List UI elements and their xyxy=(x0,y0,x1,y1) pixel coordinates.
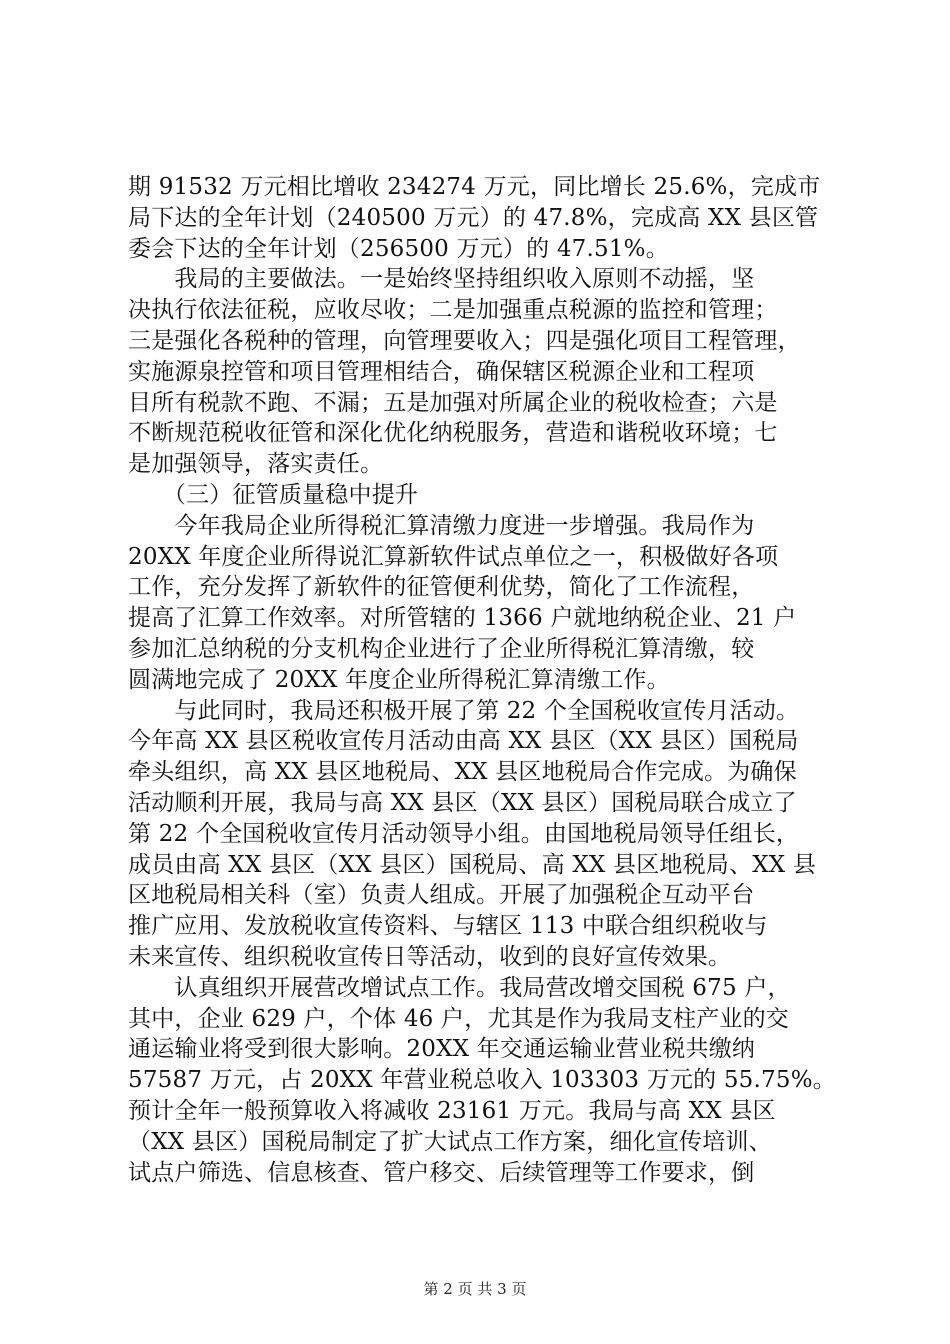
text-line: 提高了汇算工作效率。对所管辖的 1366 户就地纳税企业、21 户 xyxy=(128,605,797,632)
section-heading: （三）征管质量稳中提升 xyxy=(128,481,419,508)
text-line: 三是强化各税种的管理，向管理要收入；四是强化项目工程管理， xyxy=(128,327,801,354)
text-line: 认真组织开展营改增试点工作。我局营改增交国税 675 户， xyxy=(128,974,791,1001)
text-line: （XX 县区）国税局制定了扩大试点工作方案，细化宣传培训、 xyxy=(128,1128,772,1155)
page-number-footer: 第 2 页 共 3 页 xyxy=(423,1280,527,1298)
text-line: 实施源泉控管和项目管理相结合，确保辖区税源企业和工程项 xyxy=(128,358,755,385)
text-line: 第 22 个全国税收宣传月活动领导小组。由国地税局领导任组长， xyxy=(128,820,800,847)
text-line: 其中，企业 629 户，个体 46 户，尤其是作为我局支柱产业的交 xyxy=(128,1005,790,1032)
text-line: 57587 万元，占 20XX 年营业税总收入 103303 万元的 55.75%。 xyxy=(128,1067,836,1094)
text-line: 目所有税款不跑、不漏；五是加强对所属企业的税收检查；六是 xyxy=(128,389,778,416)
text-line: 今年我局企业所得税汇算清缴力度进一步增强。我局作为 xyxy=(128,512,755,539)
text-line: 试点户筛选、信息核查、管户移交、后续管理等工作要求，倒 xyxy=(128,1159,755,1186)
text-line: 成员由高 XX 县区（XX 县区）国税局、高 XX 县区地税局、XX 县 xyxy=(128,851,817,878)
text-line: 通运输业将受到很大影响。20XX 年交通运输业营业税共缴纳 xyxy=(128,1036,756,1063)
document-body xyxy=(128,172,836,1188)
text-line: 局下达的全年计划（240500 万元）的 47.8%，完成高 XX 县区管 xyxy=(128,204,819,231)
text-line: 区地税局相关科（室）负责人组成。开展了加强税企互动平台 xyxy=(128,882,755,909)
text-line: 工作，充分发挥了新软件的征管便利优势，简化了工作流程， xyxy=(128,574,755,601)
text-line: 今年高 XX 县区税收宣传月活动由高 XX 县区（XX 县区）国税局 xyxy=(128,728,799,755)
text-line: 预计全年一般预算收入将减收 23161 万元。我局与高 XX 县区 xyxy=(128,1097,776,1124)
text-line: 决执行依法征税，应收尽收；二是加强重点税源的监控和管理； xyxy=(128,297,778,324)
text-line: 20XX 年度企业所得说汇算新软件试点单位之一，积极做好各项 xyxy=(128,543,779,570)
text-line: 是加强领导，落实责任。 xyxy=(128,451,384,478)
text-line: 与此同时，我局还积极开展了第 22 个全国税收宣传月活动。 xyxy=(128,697,800,724)
text-line: 圆满地完成了 20XX 年度企业所得税汇算清缴工作。 xyxy=(128,666,670,693)
text-line: 活动顺利开展，我局与高 XX 县区（XX 县区）国税局联合成立了 xyxy=(128,789,797,816)
text-line: 未来宣传、组织税收宣传日等活动，收到的良好宣传效果。 xyxy=(128,943,732,970)
text-line: 我局的主要做法。一是始终坚持组织收入原则不动摇，坚 xyxy=(128,266,755,293)
text-line: 期 91532 万元相比增收 234274 万元，同比增长 25.6%，完成市 xyxy=(128,174,821,200)
text-line: 不断规范税收征管和深化优化纳税服务，营造和谐税收环境；七 xyxy=(128,420,778,447)
text-line: 牵头组织，高 XX 县区地税局、XX 县区地税局合作完成。为确保 xyxy=(128,759,797,786)
text-line: 委会下达的全年计划（256500 万元）的 47.51%。 xyxy=(128,235,669,262)
text-line: 推广应用、发放税收宣传资料、与辖区 113 中联合组织税收与 xyxy=(128,913,768,940)
text-line: 参加汇总纳税的分支机构企业进行了企业所得税汇算清缴，较 xyxy=(128,635,755,662)
